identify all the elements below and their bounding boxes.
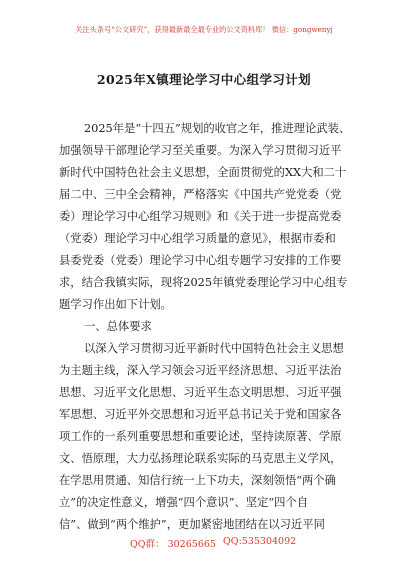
body-line: 加强领导干部理论学习至关重要。为深入学习贯彻习近平 bbox=[59, 144, 342, 157]
body-line: 新时代中国特色社会主义思想，全面贯彻党的XX大和二十 bbox=[59, 166, 347, 179]
footer bbox=[0, 536, 408, 550]
top-banner: 关注头条号“公文研究”，获得最新最全最专业的公文资料库！ 微信：gongwenyj bbox=[75, 25, 333, 34]
body-line: 求，结合我镇实际，现将2025年镇党委理论学习中心组专 bbox=[59, 276, 348, 289]
body-line: 题学习作出如下计划。 bbox=[59, 298, 172, 311]
document-body bbox=[59, 118, 359, 536]
body-line: 项工作的一系列重要思想和重要论述，坚持读原著、学原 bbox=[59, 430, 342, 443]
body-line: 2025年是“十四五”规划的收官之年，推进理论武装、 bbox=[84, 122, 351, 135]
body-line: 县委党委（党委）理论学习中心组专题学习安排的工作要 bbox=[59, 254, 342, 267]
body-line: 文、悟原理，大力弘扬理论联系实际的马克思主义学风， bbox=[59, 452, 342, 465]
body-line: 信”、做到“两个维护”，更加紧密地团结在以习近平同 bbox=[59, 518, 325, 531]
body-line: 立”的决定性意义，增强“四个意识”、坚定“四个自 bbox=[59, 496, 309, 509]
footer-qq-group: QQ群： 30265665 bbox=[130, 539, 216, 550]
body-line: 届二中、三中全会精神，严格落实《中国共产党党委（党 bbox=[59, 188, 342, 201]
body-line: 为主题主线，深入学习领会习近平经济思想、习近平法治 bbox=[59, 364, 342, 377]
body-line: 以深入学习贯彻习近平新时代中国特色社会主义思想 bbox=[84, 342, 344, 355]
document-title: 2025年X镇理论学习中心组学习计划 bbox=[96, 72, 312, 87]
body-line: （党委）理论学习中心组学习质量的意见》，根据市委和 bbox=[59, 232, 336, 245]
body-line: 委）理论学习中心组学习规则》和《关于进一步提高党委 bbox=[59, 210, 342, 223]
body-line: 军思想、习近平外交思想和习近平总书记关于党和国家各 bbox=[59, 408, 342, 421]
body-line: 思想、习近平文化思想、习近平生态文明思想、习近平强 bbox=[59, 386, 342, 399]
section-heading: 一、总体要求 bbox=[84, 320, 152, 333]
body-line: 在学思用贯通、知信行统一上下功夫，深刻领悟“两个确 bbox=[59, 474, 336, 487]
footer-qq-contact: QQ:535304092 bbox=[223, 536, 297, 547]
